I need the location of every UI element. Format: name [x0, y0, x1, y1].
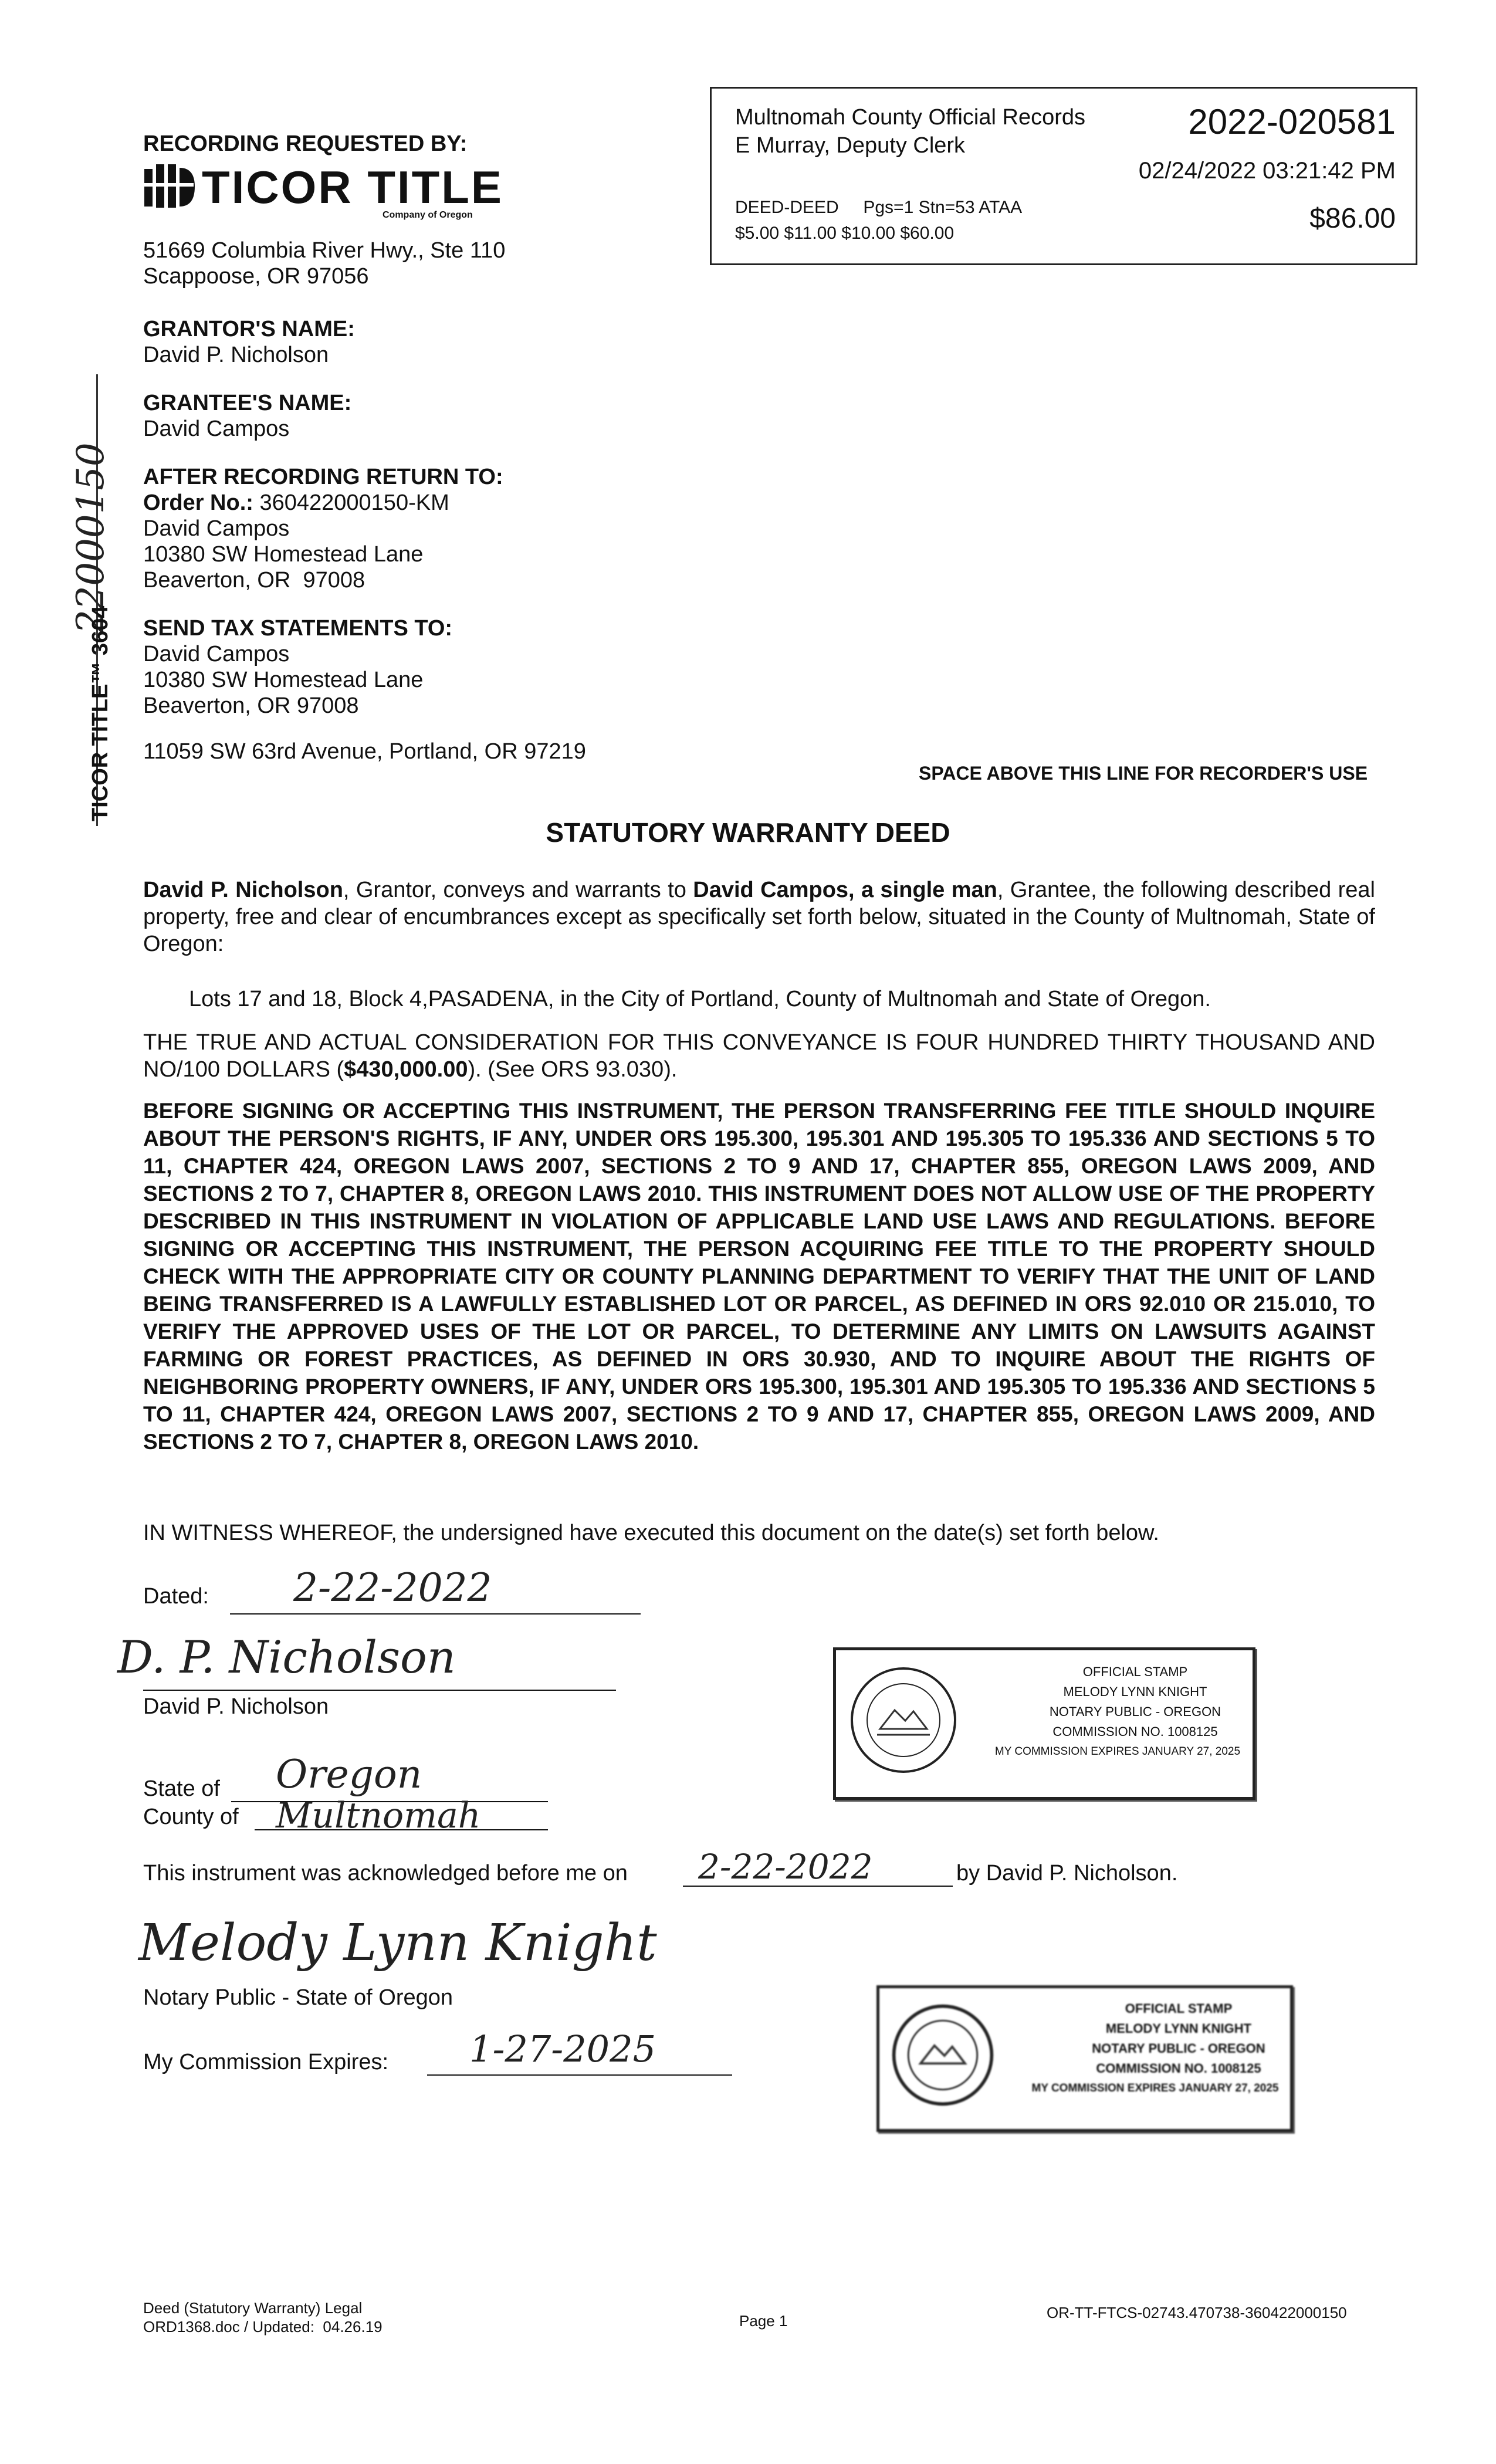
ticor-logo-sub: Company of Oregon [383, 210, 473, 220]
signer-name: David P. Nicholson [143, 1694, 329, 1719]
recorder-box [710, 87, 1417, 265]
return-name: David Campos [143, 516, 290, 541]
ticor-logo-icon [142, 163, 196, 211]
order-label: Order No.: [143, 490, 253, 515]
recorder-office: Multnomah County Official Records [735, 105, 1085, 130]
stamp-line-3: NOTARY PUBLIC - OREGON [1049, 1704, 1221, 1719]
return-address-1: 10380 SW Homestead Lane [143, 542, 424, 567]
company-address-2: Scappoose, OR 97056 [143, 264, 369, 289]
consideration-text: THE TRUE AND ACTUAL CONSIDERATION FOR THIS CONVEYANCE IS FOUR HUNDRED THIRTY THOUSAND AND NO/100 DOLLARS ( [143, 1030, 1375, 1082]
stamp-dup-line-3: NOTARY PUBLIC - OREGON [1092, 2041, 1265, 2056]
statutory-notice: BEFORE SIGNING OR ACCEPTING THIS INSTRUMENT, THE PERSON TRANSFERRING FEE TITLE SHOULD INQUIRE ABOUT THE PERSON'S RIGHTS, IF ANY, UNDER ORS 195.300, 195.301 AND 195.305 TO 195.336 AND SECTIONS 5 TO 11, CHAPTER 424, OREGON LAWS 2007, SECTIONS 2 TO 9 AND 17, CHAPTER 855, OREGON LAWS 2009, AND SECTIONS 2 TO 7, CHAPTER 8, OREGON LAWS 2010. THIS INSTRUMENT DOES NOT ALLOW USE OF THE PROPERTY DESCRIBED IN THIS INSTRUMENT IN VIOLATION OF APPLICABLE LAND USE LAWS AND REGULATIONS. BEFORE SIGNING OR ACCEPTING THIS INSTRUMENT, THE PERSON ACQUIRING FEE TITLE TO THE PROPERTY SHOULD CHECK WITH THE APPROPRIATE CITY OR COUNTY PLANNING DEPARTMENT TO VERIFY THAT THE UNIT OF LAND BEING TRANSFERRED IS A LAWFULLY ESTABLISHED LOT OR PARCEL, AS DEFINED IN ORS 92.010 OR 215.010, TO VERIFY THE APPROVED USES OF THE LOT OR PARCEL, TO DETERMINE ANY LIMITS ON LAWSUITS AGAINST FARMING OR FOREST PRACTICES, AS DEFINED IN ORS 30.930, AND TO INQUIRE ABOUT THE RIGHTS OF NEIGHBORING PROPERTY OWNERS, IF ANY, UNDER ORS 195.300, 195.301 AND 195.305 TO 195.336 AND SECTIONS 5 TO 11, CHAPTER 424, OREGON LAWS 2007, SECTIONS 2 TO 9 AND 17, CHAPTER 855, OREGON LAWS 2009, AND SECTIONS 2 TO 7, CHAPTER 8, OREGON LAWS 2010. [143, 1099, 1375, 1454]
grantor-name: David P. Nicholson [143, 343, 329, 367]
return-address-2: Beaverton, OR 97008 [143, 568, 365, 593]
tax-address-1: 10380 SW Homestead Lane [143, 668, 424, 692]
county-handwritten: Multnomah [276, 1795, 481, 1836]
commission-handwritten: 1-27-2025 [469, 2028, 656, 2070]
notary-stamp-duplicate [876, 1985, 1293, 2132]
acknowledgment-text: This instrument was acknowledged before me on [143, 1861, 628, 1886]
legal-description: Lots 17 and 18, Block 4,PASADENA, in the City of Portland, County of Multnomah and State of Oregon. [189, 987, 1211, 1011]
commission-label: My Commission Expires: [143, 2050, 389, 2074]
consideration-paragraph [143, 1029, 1375, 1083]
ticor-logo [142, 161, 503, 220]
company-address-1: 51669 Columbia River Hwy., Ste 110 [143, 238, 506, 263]
notary-label: Notary Public - State of Oregon [143, 1985, 453, 2010]
stamp-dup-line-5: MY COMMISSION EXPIRES JANUARY 27, 2025 [1031, 2082, 1279, 2094]
footer-code: OR-TT-FTCS-02743.470738-360422000150 [1047, 2304, 1347, 2321]
oregon-seal-icon [890, 2002, 996, 2108]
witness-clause: IN WITNESS WHEREOF, the undersigned have executed this document on the date(s) set forth below. [143, 1521, 1159, 1545]
recorder-clerk: E Murray, Deputy Clerk [735, 133, 966, 158]
footer-page-number: Page 1 [739, 2312, 788, 2330]
notary-stamp [833, 1647, 1255, 1800]
recording-requested-label: RECORDING REQUESTED BY: [143, 131, 468, 156]
oregon-seal-icon [848, 1664, 959, 1776]
recorder-datetime: 02/24/2022 03:21:42 PM [1138, 158, 1396, 184]
tax-address-2: Beaverton, OR 97008 [143, 693, 359, 718]
footer-doc-version: ORD1368.doc / Updated: 04.26.19 [143, 2318, 383, 2336]
county-label: County of [143, 1805, 239, 1829]
grantor-label: GRANTOR'S NAME: [143, 317, 355, 341]
footer-doc-name: Deed (Statutory Warranty) Legal [143, 2299, 363, 2317]
return-label: AFTER RECORDING RETURN TO: [143, 465, 503, 489]
commission-line [427, 2074, 732, 2076]
stamp-line-4: COMMISSION NO. 1008125 [1052, 1724, 1218, 1739]
tax-label: SEND TAX STATEMENTS TO: [143, 616, 453, 641]
conveys-rest-text: , Grantee, the following described real property, free and clear of encumbrances except as specifically set forth below, situated in the County of Multnomah, State of Oregon: [143, 878, 1375, 956]
grantee-label: GRANTEE'S NAME: [143, 391, 352, 415]
state-handwritten: Oregon [276, 1752, 422, 1797]
dated-label: Dated: [143, 1584, 209, 1609]
recorder-doc-number: 2022-020581 [1188, 102, 1396, 141]
stamp-dup-line-4: COMMISSION NO. 1008125 [1096, 2061, 1261, 2076]
stamp-dup-line-1: OFFICIAL STAMP [1125, 2001, 1233, 2016]
recorder-space-note: SPACE ABOVE THIS LINE FOR RECORDER'S USE [919, 763, 1368, 784]
stamp-line-1: OFFICIAL STAMP [1082, 1664, 1188, 1679]
recorder-total: $86.00 [1309, 203, 1396, 234]
consideration-end: ). (See ORS 93.030). [468, 1057, 678, 1082]
grantor-signature: D. P. Nicholson [117, 1631, 456, 1683]
dated-handwritten: 2-22-2022 [293, 1565, 492, 1610]
dated-line [230, 1613, 641, 1615]
order-line [143, 489, 449, 516]
property-address: 11059 SW 63rd Avenue, Portland, OR 97219 [143, 739, 586, 764]
grantor-signature-line [143, 1690, 616, 1691]
consideration-amount: $430,000.00 [344, 1057, 468, 1082]
order-number: 360422000150-KM [259, 490, 449, 515]
stamp-dup-line-2: MELODY LYNN KNIGHT [1105, 2021, 1252, 2036]
side-handwritten-number: 22000150 [69, 442, 113, 634]
recorder-doc-type: DEED-DEED Pgs=1 Stn=53 ATAA [735, 198, 1023, 217]
tax-name: David Campos [143, 642, 290, 666]
stamp-line-5: MY COMMISSION EXPIRES JANUARY 27, 2025 [994, 1745, 1241, 1758]
state-label: State of [143, 1776, 220, 1801]
ack-date-handwritten: 2-22-2022 [698, 1847, 873, 1887]
conveyance-paragraph [143, 876, 1375, 957]
grantee-name: David Campos [143, 417, 290, 441]
grantee-bold: David Campos, a single man [693, 878, 997, 902]
ticor-logo-text: TICOR TITLE [202, 161, 503, 213]
notary-signature: Melody Lynn Knight [138, 1914, 657, 1972]
recorder-fees: $5.00 $11.00 $10.00 $60.00 [735, 224, 955, 243]
ack-by: by David P. Nicholson. [956, 1861, 1178, 1886]
stamp-line-2: MELODY LYNN KNIGHT [1063, 1684, 1207, 1699]
conveys-text: , Grantor, conveys and warrants to [343, 878, 693, 902]
deed-title: STATUTORY WARRANTY DEED [546, 817, 950, 848]
grantor-bold: David P. Nicholson [143, 878, 343, 902]
side-ticor-mark: TICOR TITLE™ 3604 [88, 605, 113, 821]
